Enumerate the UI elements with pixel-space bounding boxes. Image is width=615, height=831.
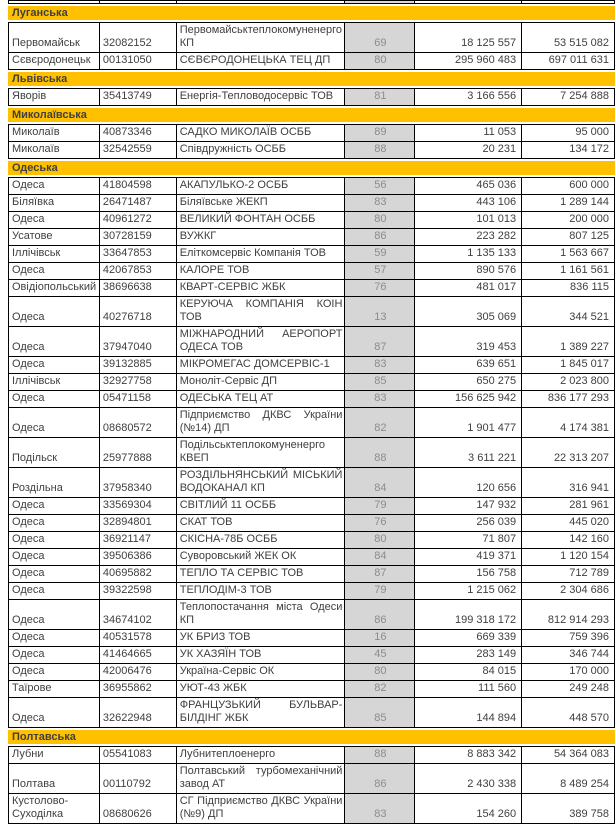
table-rows	[8, 6, 615, 824]
value2-cell: 1 289 144	[522, 195, 615, 211]
table-row	[8, 88, 615, 106]
score-cell: 83	[345, 195, 415, 211]
code-cell: 41464665	[100, 647, 177, 663]
value2-cell: 448 570	[522, 698, 615, 727]
company-cell: КВАРТ-СЕРВІС ЖБК	[177, 280, 346, 296]
score-cell: 16	[345, 630, 415, 646]
value2-cell: 1 845 017	[522, 357, 615, 373]
code-cell: 32622948	[100, 698, 177, 727]
score-cell: 86	[345, 764, 415, 793]
table-row	[8, 297, 615, 327]
table-row	[8, 549, 615, 566]
company-cell: УК БРИЗ ТОВ	[177, 630, 346, 646]
table-row	[8, 647, 615, 664]
code-cell: 08680572	[100, 408, 177, 437]
region-header-label: Львівська	[12, 73, 68, 85]
score-cell: 87	[345, 327, 415, 356]
city-cell: Роздільна	[9, 468, 100, 497]
table-row	[8, 764, 615, 794]
score-cell: 87	[345, 566, 415, 582]
city-cell: Одеса	[9, 698, 100, 727]
table-row	[8, 438, 615, 468]
score-cell: 89	[345, 125, 415, 141]
city-cell: Одеса	[9, 664, 100, 680]
value1-cell: 71 807	[415, 532, 522, 548]
city-cell: Миколаїв	[9, 125, 100, 141]
region-header	[8, 161, 615, 175]
value1-cell: 8 883 342	[415, 747, 522, 763]
company-cell: Полтавський турбомеханічний завод АТ	[177, 764, 346, 793]
table-row	[8, 600, 615, 630]
table-row	[8, 177, 615, 195]
table-row	[8, 515, 615, 532]
value1-cell: 465 036	[415, 178, 522, 194]
city-cell: Усатове	[9, 229, 100, 245]
score-cell: 86	[345, 600, 415, 629]
score-cell: 13	[345, 297, 415, 326]
value2-cell: 7 254 888	[522, 89, 615, 105]
company-cell: САДКО МИКОЛАЇВ ОСББ	[177, 125, 346, 141]
value2-cell: 1 161 561	[522, 263, 615, 279]
table-row	[8, 794, 615, 824]
city-cell: Подільск	[9, 438, 100, 467]
company-cell: МІКРОМЕГАС ДОМСЕРВІС-1	[177, 357, 346, 373]
code-cell: 39132885	[100, 357, 177, 373]
city-cell: Одеса	[9, 212, 100, 228]
company-cell: СКІСНА-78Б ОСББ	[177, 532, 346, 548]
table-row	[8, 566, 615, 583]
value2-cell: 712 789	[522, 566, 615, 582]
code-cell: 37947040	[100, 327, 177, 356]
city-cell: Одеса	[9, 647, 100, 663]
company-cell: КАЛОРЕ ТОВ	[177, 263, 346, 279]
score-cell: 88	[345, 142, 415, 158]
rating-table	[8, 0, 615, 824]
value1-cell: 419 371	[415, 549, 522, 565]
company-cell: СКАТ ТОВ	[177, 515, 346, 531]
table-row	[8, 664, 615, 681]
code-cell: 32082152	[100, 23, 177, 52]
score-cell: 88	[345, 747, 415, 763]
company-cell: Біляївське ЖЕКП	[177, 195, 346, 211]
city-cell: Одеса	[9, 327, 100, 356]
company-cell: АКАПУЛЬКО-2 ОСББ	[177, 178, 346, 194]
code-cell: 33569304	[100, 498, 177, 514]
score-cell: 45	[345, 647, 415, 663]
value2-cell: 445 020	[522, 515, 615, 531]
company-cell: Моноліт-Сервіс ДП	[177, 374, 346, 390]
value2-cell: 1 389 227	[522, 327, 615, 356]
value2-cell: 1 120 154	[522, 549, 615, 565]
code-cell: 00110792	[100, 764, 177, 793]
score-cell: 82	[345, 408, 415, 437]
value1-cell: 890 576	[415, 263, 522, 279]
value1-cell: 639 651	[415, 357, 522, 373]
region-header-label: Миколаївська	[12, 109, 87, 121]
table-row	[8, 468, 615, 498]
code-cell: 08680626	[100, 794, 177, 823]
code-cell: 40695882	[100, 566, 177, 582]
value2-cell: 95 000	[522, 125, 615, 141]
code-cell: 32927758	[100, 374, 177, 390]
code-cell: 41804598	[100, 178, 177, 194]
city-cell: Одеса	[9, 178, 100, 194]
value2-cell: 54 364 083	[522, 747, 615, 763]
code-cell: 25977888	[100, 438, 177, 467]
region-header	[8, 108, 615, 122]
code-cell: 37958340	[100, 468, 177, 497]
city-cell: Одеса	[9, 583, 100, 599]
score-cell: 56	[345, 178, 415, 194]
score-cell	[345, 1, 415, 3]
company-cell: ОДЕСЬКА ТЕЦ АТ	[177, 391, 346, 407]
company-cell: Енергія-Тепловодосервіс ТОВ	[177, 89, 346, 105]
company-cell: ВУЖКГ	[177, 229, 346, 245]
value2-cell: 249 248	[522, 681, 615, 697]
value2-cell: 53 515 082	[522, 23, 615, 52]
value1-cell: 18 125 557	[415, 23, 522, 52]
score-cell: 85	[345, 698, 415, 727]
value1-cell: 650 275	[415, 374, 522, 390]
city-cell: Кустолово-Суходілка	[9, 794, 100, 823]
city-cell: Одеса	[9, 408, 100, 437]
table-row	[8, 22, 615, 53]
score-cell: 85	[345, 374, 415, 390]
company-cell: Підприємство ДКВС України (№14) ДП	[177, 408, 346, 437]
city-cell: Одеса	[9, 600, 100, 629]
table-row	[8, 212, 615, 229]
region-header	[8, 72, 615, 86]
table-row	[8, 327, 615, 357]
table-row	[8, 630, 615, 647]
company-cell	[177, 1, 346, 3]
city-cell: Одеса	[9, 297, 100, 326]
company-cell: Подільськтеплокомуненерго КВЕП	[177, 438, 346, 467]
score-cell: 86	[345, 229, 415, 245]
value1-cell: 2 430 338	[415, 764, 522, 793]
region-header-label: Полтавська	[12, 731, 76, 743]
score-cell: 84	[345, 468, 415, 497]
city-cell: Одеса	[9, 566, 100, 582]
city-cell: Одеса	[9, 549, 100, 565]
code-cell: 30728159	[100, 229, 177, 245]
table-row	[8, 142, 615, 159]
value2-cell: 1 563 667	[522, 246, 615, 262]
city-cell: Полтава	[9, 764, 100, 793]
city-cell: Одеса	[9, 515, 100, 531]
city-cell: Яворів	[9, 89, 100, 105]
table-row	[8, 246, 615, 263]
region-header-label: Одеська	[12, 162, 58, 174]
city-cell: Лубни	[9, 747, 100, 763]
company-cell: Лубнитеплоенерго	[177, 747, 346, 763]
score-cell: 82	[345, 681, 415, 697]
table-row	[8, 391, 615, 408]
value1-cell: 154 260	[415, 794, 522, 823]
value2-cell: 807 125	[522, 229, 615, 245]
city-cell: Одеса	[9, 532, 100, 548]
score-cell: 79	[345, 583, 415, 599]
score-cell: 59	[345, 246, 415, 262]
company-cell: УК ХАЗЯЇН ТОВ	[177, 647, 346, 663]
company-cell: Суворовський ЖЕК ОК	[177, 549, 346, 565]
value1-cell: 1 215 062	[415, 583, 522, 599]
table-row	[8, 280, 615, 297]
value1-cell: 3 611 221	[415, 438, 522, 467]
code-cell: 39506386	[100, 549, 177, 565]
code-cell: 32894801	[100, 515, 177, 531]
score-cell: 76	[345, 515, 415, 531]
code-cell: 05471158	[100, 391, 177, 407]
code-cell: 42006476	[100, 664, 177, 680]
score-cell: 88	[345, 438, 415, 467]
value2-cell: 2 304 686	[522, 583, 615, 599]
city-cell: Одеса	[9, 498, 100, 514]
score-cell: 69	[345, 23, 415, 52]
company-cell: СГ Підприємство ДКВС України (№9) ДП	[177, 794, 346, 823]
region-header	[8, 730, 615, 744]
code-cell: 32542559	[100, 142, 177, 158]
value2-cell	[522, 1, 615, 3]
value2-cell: 134 172	[522, 142, 615, 158]
code-cell: 34674102	[100, 600, 177, 629]
value1-cell: 295 960 483	[415, 53, 522, 69]
company-cell: ВЕЛИКИЙ ФОНТАН ОСББ	[177, 212, 346, 228]
code-cell: 00131050	[100, 53, 177, 69]
score-cell: 83	[345, 357, 415, 373]
city-cell	[9, 1, 100, 3]
company-cell: СВІТЛИЙ 11 ОСББ	[177, 498, 346, 514]
value1-cell: 111 560	[415, 681, 522, 697]
table-row	[8, 698, 615, 728]
city-cell: Одеса	[9, 630, 100, 646]
code-cell: 33647853	[100, 246, 177, 262]
value1-cell: 101 013	[415, 212, 522, 228]
city-cell: Таїрове	[9, 681, 100, 697]
city-cell: Сєвєродонецьк	[9, 53, 100, 69]
code-cell: 36955862	[100, 681, 177, 697]
city-cell: Одеса	[9, 357, 100, 373]
value1-cell: 443 106	[415, 195, 522, 211]
value1-cell: 283 149	[415, 647, 522, 663]
company-cell: Первомайськтеплокомуненерго КП	[177, 23, 346, 52]
value1-cell: 1 135 133	[415, 246, 522, 262]
city-cell: Первомайськ	[9, 23, 100, 52]
score-cell: 57	[345, 263, 415, 279]
score-cell: 76	[345, 280, 415, 296]
value2-cell: 836 115	[522, 280, 615, 296]
table-row	[8, 374, 615, 391]
table-row	[8, 746, 615, 764]
company-cell: РОЗДІЛЬНЯНСЬКИЙ МІСЬКИЙ ВОДОКАНАЛ КП	[177, 468, 346, 497]
value2-cell: 4 174 381	[522, 408, 615, 437]
value1-cell: 669 339	[415, 630, 522, 646]
score-cell: 80	[345, 53, 415, 69]
value1-cell: 481 017	[415, 280, 522, 296]
company-cell: ФРАНЦУЗЬКИЙ БУЛЬВАР-БІЛДІНГ ЖБК	[177, 698, 346, 727]
company-cell: МІЖНАРОДНИЙ АЕРОПОРТ ОДЕСА ТОВ	[177, 327, 346, 356]
value2-cell: 316 941	[522, 468, 615, 497]
score-cell: 84	[345, 549, 415, 565]
value1-cell: 147 932	[415, 498, 522, 514]
value2-cell: 22 313 207	[522, 438, 615, 467]
value1-cell: 156 625 942	[415, 391, 522, 407]
company-cell: Теплопостачання міста Одеси КП	[177, 600, 346, 629]
table-row	[8, 195, 615, 212]
city-cell: Іллічівськ	[9, 374, 100, 390]
value2-cell: 346 744	[522, 647, 615, 663]
code-cell: 40531578	[100, 630, 177, 646]
code-cell: 26471487	[100, 195, 177, 211]
region-header	[8, 6, 615, 20]
company-cell: ТЕПЛОДІМ-3 ТОВ	[177, 583, 346, 599]
value1-cell: 305 069	[415, 297, 522, 326]
score-cell: 79	[345, 498, 415, 514]
city-cell: Одеса	[9, 391, 100, 407]
value1-cell: 156 758	[415, 566, 522, 582]
score-cell: 81	[345, 89, 415, 105]
code-cell: 40873346	[100, 125, 177, 141]
value1-cell: 3 166 556	[415, 89, 522, 105]
score-cell: 80	[345, 664, 415, 680]
value1-cell	[415, 1, 522, 3]
table-top-partial-row	[8, 0, 615, 4]
value2-cell: 2 023 800	[522, 374, 615, 390]
value2-cell: 812 914 293	[522, 600, 615, 629]
score-cell: 80	[345, 212, 415, 228]
code-cell	[100, 1, 177, 3]
value1-cell: 256 039	[415, 515, 522, 531]
score-cell: 80	[345, 532, 415, 548]
table-row	[8, 498, 615, 515]
value2-cell: 142 160	[522, 532, 615, 548]
code-cell: 42067853	[100, 263, 177, 279]
value2-cell: 8 489 254	[522, 764, 615, 793]
table-row	[8, 583, 615, 600]
value2-cell: 600 000	[522, 178, 615, 194]
code-cell: 05541083	[100, 747, 177, 763]
table-row	[8, 124, 615, 142]
code-cell: 38696638	[100, 280, 177, 296]
score-cell: 83	[345, 391, 415, 407]
score-cell: 83	[345, 794, 415, 823]
city-cell: Миколаїв	[9, 142, 100, 158]
code-cell: 40961272	[100, 212, 177, 228]
table-row	[8, 229, 615, 246]
region-header-label: Луганська	[12, 7, 68, 19]
value2-cell: 389 758	[522, 794, 615, 823]
code-cell: 36921147	[100, 532, 177, 548]
value2-cell: 170 000	[522, 664, 615, 680]
value1-cell: 223 282	[415, 229, 522, 245]
table-row	[8, 263, 615, 280]
company-cell: УЮТ-43 ЖБК	[177, 681, 346, 697]
value1-cell: 84 015	[415, 664, 522, 680]
city-cell: Овідіопольський	[9, 280, 100, 296]
table-row	[8, 53, 615, 70]
value2-cell: 200 000	[522, 212, 615, 228]
value1-cell: 144 894	[415, 698, 522, 727]
value1-cell: 1 901 477	[415, 408, 522, 437]
company-cell: СЄВЄРОДОНЕЦЬКА ТЕЦ ДП	[177, 53, 346, 69]
value2-cell: 697 011 631	[522, 53, 615, 69]
company-cell: Україна-Сервіс ОК	[177, 664, 346, 680]
company-cell: Еліткомсервіс Компанія ТОВ	[177, 246, 346, 262]
table-row	[8, 681, 615, 698]
value1-cell: 319 453	[415, 327, 522, 356]
value1-cell: 120 656	[415, 468, 522, 497]
value2-cell: 344 521	[522, 297, 615, 326]
company-cell: Співдружність ОСББ	[177, 142, 346, 158]
city-cell: Біляївка	[9, 195, 100, 211]
city-cell: Іллічівськ	[9, 246, 100, 262]
table-row	[8, 357, 615, 374]
value2-cell: 281 961	[522, 498, 615, 514]
value1-cell: 20 231	[415, 142, 522, 158]
code-cell: 39322598	[100, 583, 177, 599]
value1-cell: 11 053	[415, 125, 522, 141]
city-cell: Одеса	[9, 263, 100, 279]
table-row	[8, 408, 615, 438]
value2-cell: 759 396	[522, 630, 615, 646]
value2-cell: 836 177 293	[522, 391, 615, 407]
table-row	[8, 532, 615, 549]
company-cell: КЕРУЮЧА КОМПАНІЯ КОІН ТОВ	[177, 297, 346, 326]
company-cell: ТЕПЛО ТА СЕРВІС ТОВ	[177, 566, 346, 582]
code-cell: 35413749	[100, 89, 177, 105]
code-cell: 40276718	[100, 297, 177, 326]
value1-cell: 199 318 172	[415, 600, 522, 629]
